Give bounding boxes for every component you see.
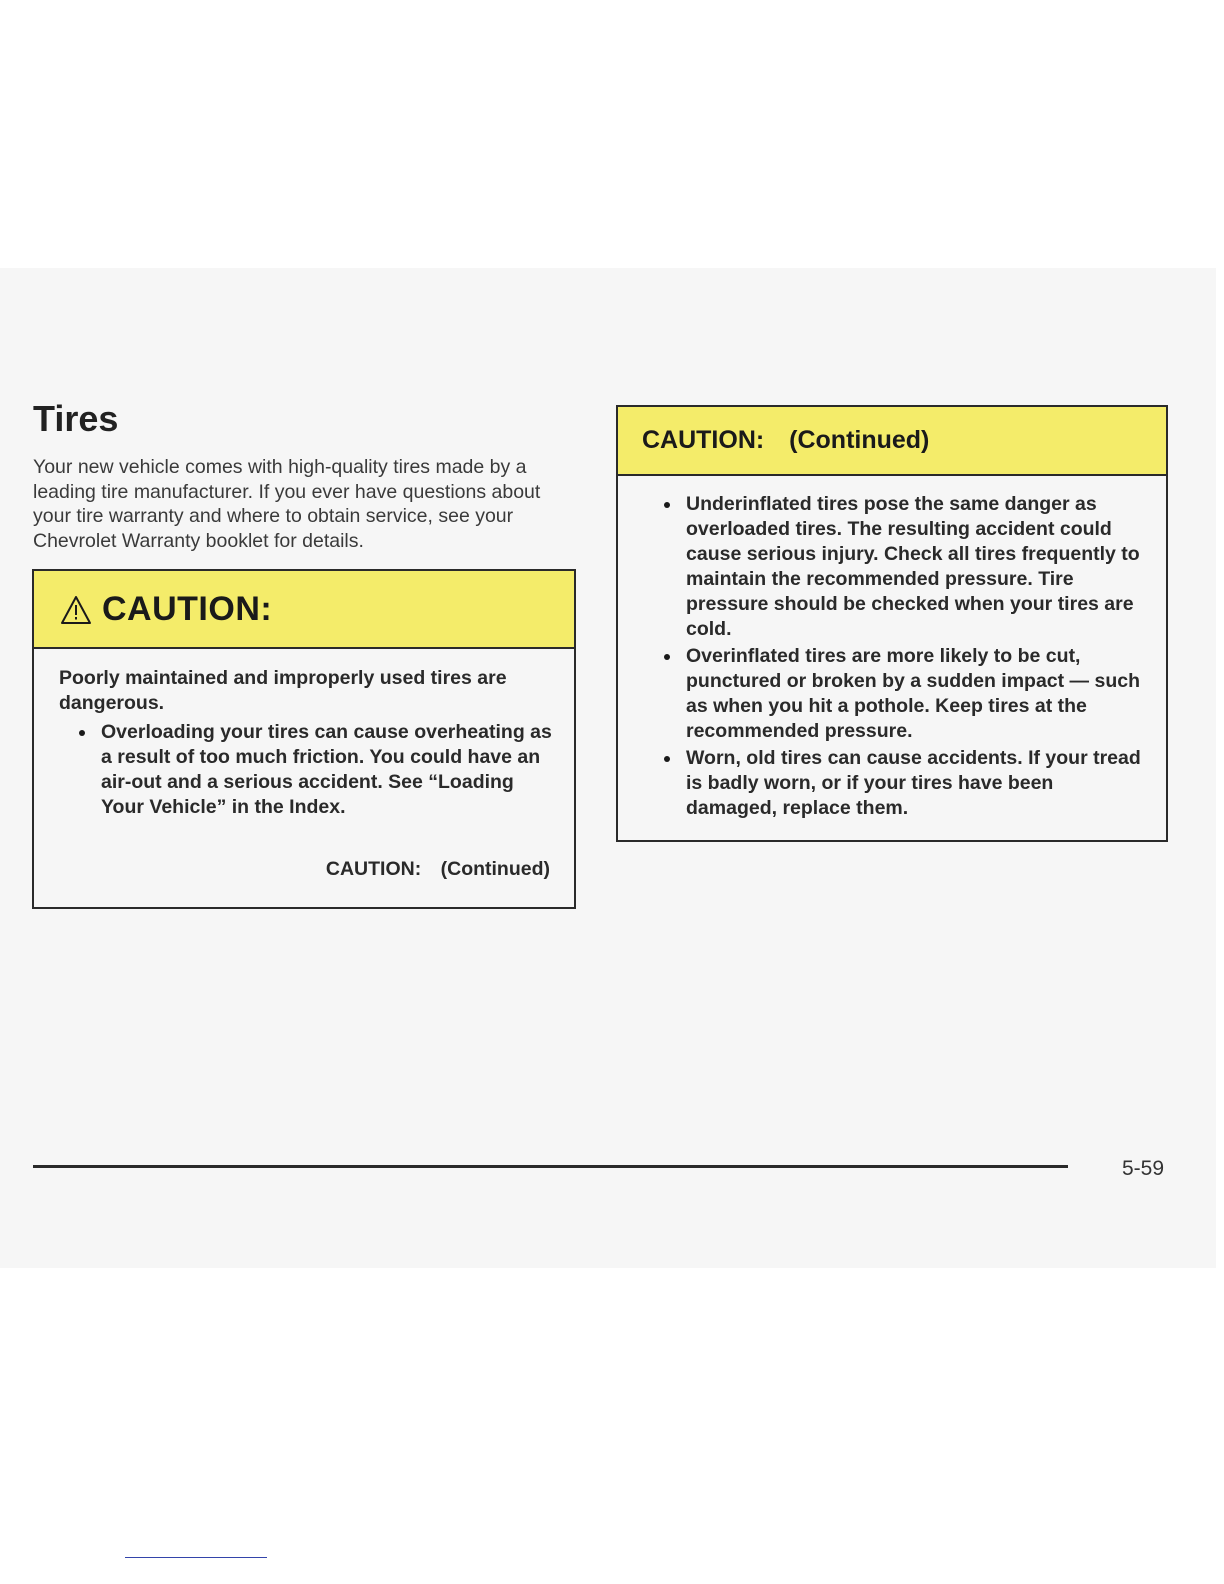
- footer-divider: [33, 1165, 1068, 1168]
- list-item: [686, 644, 1146, 744]
- bullet-text: Underinflated tires pose the same danger as overloaded tires. The resulting accident could cause serious injury. Check all tires frequently to maintain the recommended pressure. Tire pressure should be checked when your tires are cold.: [686, 493, 1140, 640]
- list-item: [686, 492, 1146, 642]
- list-item: [686, 746, 1146, 821]
- intro-paragraph: Your new vehicle comes with high-quality tires made by a leading tire manufacturer. If you ever have questions about your tire warranty and where to obtain service, see your Chevrolet Warranty booklet for details.: [33, 456, 541, 552]
- caution-bullets-left: [59, 720, 554, 820]
- caution-title: CAUTION:: [102, 589, 273, 628]
- warning-triangle-icon: [60, 595, 92, 625]
- bullet-text: Overloading your tires can cause overheating as a result of too much friction. You could have an air-out and a serious accident. See “Loading Your Vehicle” in the Index.: [101, 721, 552, 818]
- bullet-icon: [664, 502, 670, 508]
- caution-continued-label: CAUTION: (Continued): [325, 858, 550, 880]
- list-item: [101, 720, 554, 820]
- bullet-icon: [664, 654, 670, 660]
- caution-header-right: [618, 407, 1166, 476]
- caution-body-left: [34, 649, 574, 820]
- link-underline: [125, 1557, 267, 1558]
- caution-body-right: [618, 476, 1166, 821]
- caution-lead: Poorly maintained and improperly used tires are dangerous.: [59, 667, 507, 714]
- caution-box-left: [32, 569, 576, 909]
- page-number: 5-59: [1122, 1157, 1165, 1180]
- bullet-icon: [664, 756, 670, 762]
- caution-box-right: [616, 405, 1168, 842]
- section-title: Tires: [33, 398, 119, 439]
- bullet-icon: [79, 730, 85, 736]
- caution-bullets-right: [642, 492, 1146, 821]
- bullet-text: Overinflated tires are more likely to be cut, punctured or broken by a sudden impact — such as when you hit a pothole. Keep tires at the recommended pressure.: [686, 645, 1140, 742]
- bullet-text: Worn, old tires can cause accidents. If your tread is badly worn, or if your tires have been damaged, replace them.: [686, 747, 1141, 819]
- caution-continued-title: CAUTION: (Continued): [642, 426, 930, 454]
- caution-header-left: [34, 571, 574, 649]
